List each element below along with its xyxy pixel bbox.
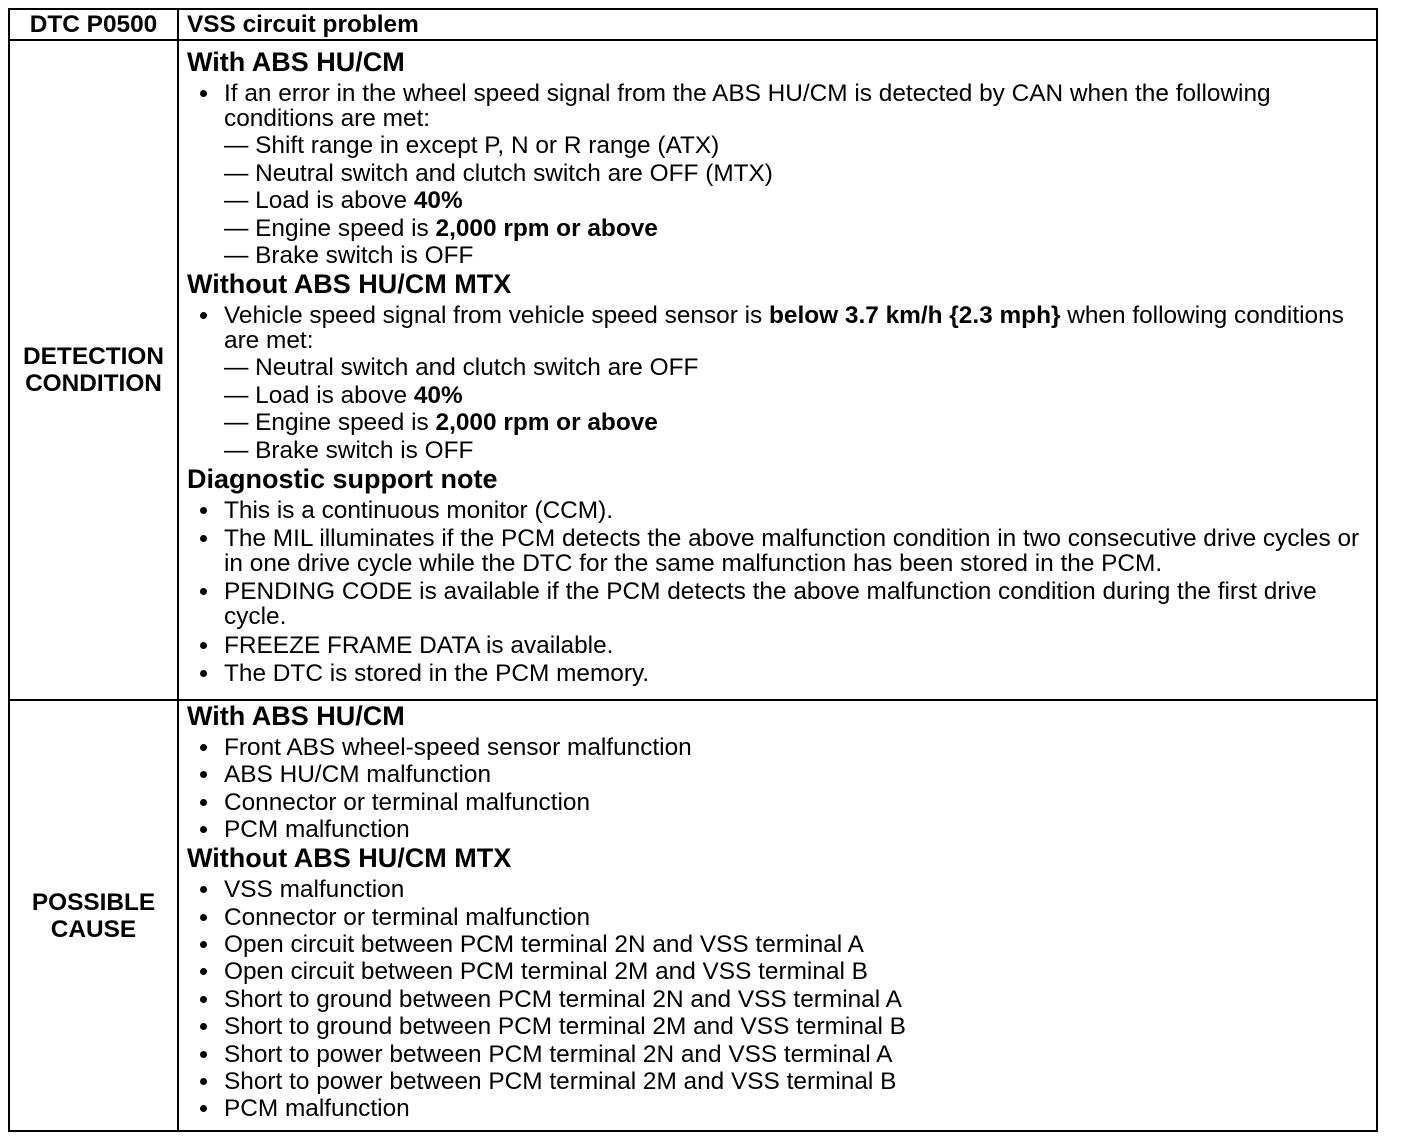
dtc-title: VSS circuit problem <box>187 11 419 38</box>
condition-line <box>224 355 1376 380</box>
condition-text: — Neutral switch and clutch switch are OFF (MTX) <box>224 159 773 187</box>
detection-condition-label-cell <box>10 41 179 701</box>
condition-line <box>224 161 1376 186</box>
item-text-line: PCM malfunction <box>224 816 410 844</box>
bullet-icon <box>200 968 207 975</box>
condition-text: — Load is above <box>224 187 414 215</box>
condition-line <box>224 383 1376 408</box>
section-heading-without-abs: Without ABS HU/CM MTX <box>187 268 512 299</box>
bullet-icon <box>200 312 207 319</box>
bullet-icon <box>200 886 207 893</box>
list-item <box>187 905 1376 930</box>
bullet-icon <box>200 996 207 1003</box>
condition-value: 2,000 rpm or above <box>435 214 658 242</box>
dtc-code-cell <box>10 10 179 41</box>
list-item <box>187 1014 1376 1039</box>
item-text-line: VSS malfunction <box>224 876 405 904</box>
speed-threshold: below 3.7 km/h {2.3 mph} <box>769 301 1061 329</box>
condition-text: — Load is above <box>224 381 414 409</box>
list-item <box>187 661 1376 686</box>
list-item <box>187 81 1376 268</box>
item-text-line: Short to power between PCM terminal 2M and VSS terminal B <box>224 1067 897 1095</box>
item-text-line: The MIL illuminates if the PCM detects the above malfunction condition in two consecutive drive cycles or <box>224 524 1360 552</box>
condition-line <box>224 216 1376 241</box>
list-item <box>187 579 1376 629</box>
list-item <box>187 498 1376 523</box>
item-text-line: PENDING CODE is available if the PCM detects the above malfunction condition during the first drive <box>224 578 1317 606</box>
item-text-line: conditions are met: <box>224 105 431 132</box>
section-heading-with-abs: With ABS HU/CM <box>187 701 405 731</box>
item-text-line: are met: <box>224 326 314 354</box>
bullet-icon <box>200 1105 207 1112</box>
condition-text: — Neutral switch and clutch switch are OFF <box>224 354 699 382</box>
dtc-code: DTC P0500 <box>29 11 158 38</box>
list-item <box>187 932 1376 957</box>
bullet-icon <box>200 826 207 833</box>
condition-value: 40% <box>413 381 463 409</box>
list-item <box>187 303 1376 463</box>
item-text-line <box>224 303 1376 328</box>
dtc-title-cell <box>179 10 1376 41</box>
item-text: when following conditions <box>1060 301 1344 329</box>
condition-value: 40% <box>413 187 463 215</box>
detection-condition-label: DETECTION CONDITION <box>23 343 164 397</box>
possible-cause-label: POSSIBLE CAUSE <box>31 888 156 943</box>
bullet-icon <box>200 1051 207 1058</box>
condition-text: — Engine speed is <box>224 214 436 242</box>
condition-text: — Brake switch is OFF <box>224 241 474 269</box>
list-item <box>187 790 1376 815</box>
list-item <box>187 526 1376 576</box>
item-text-line: Short to ground between PCM terminal 2N and VSS terminal A <box>224 985 902 1013</box>
item-text-line: The DTC is stored in the PCM memory. <box>224 660 650 688</box>
bullet-icon <box>200 771 207 778</box>
list-item <box>187 1096 1376 1121</box>
item-text-line: Connector or terminal malfunction <box>224 903 591 931</box>
bullet-icon <box>200 744 207 751</box>
list-item <box>187 735 1376 760</box>
section-heading-without-abs: Without ABS HU/CM MTX <box>187 843 512 874</box>
bullet-icon <box>200 588 207 595</box>
item-text-line: cycle. <box>224 603 287 631</box>
condition-text: — Shift range in except P, N or R range (ATX) <box>224 132 720 160</box>
item-text-line: Short to power between PCM terminal 2N and VSS terminal A <box>224 1040 893 1068</box>
bullet-list <box>187 498 1376 687</box>
section-heading-diagnostic-note: Diagnostic support note <box>187 463 498 494</box>
condition-line <box>224 410 1376 435</box>
list-item <box>187 1069 1376 1094</box>
bullet-list <box>187 303 1376 463</box>
bullet-list <box>187 735 1376 842</box>
list-item <box>187 633 1376 658</box>
bullet-icon <box>200 914 207 921</box>
condition-line <box>224 243 1376 268</box>
item-text-line: If an error in the wheel speed signal from the ABS HU/CM is detected by CAN when the following <box>224 80 1271 107</box>
item-text-line: Open circuit between PCM terminal 2M and VSS terminal B <box>224 958 868 986</box>
list-item <box>187 1042 1376 1067</box>
condition-value: 2,000 rpm or above <box>435 409 658 437</box>
bullet-icon <box>200 507 207 514</box>
item-text-line: PCM malfunction <box>224 1095 410 1123</box>
detection-condition-content <box>179 41 1376 701</box>
item-text-line: Open circuit between PCM terminal 2N and VSS terminal A <box>224 930 864 958</box>
item-text-line: This is a continuous monitor (CCM). <box>224 496 614 524</box>
item-text: Vehicle speed signal from vehicle speed sensor is <box>224 301 770 329</box>
condition-line <box>224 438 1376 463</box>
possible-cause-label-cell <box>10 701 179 1130</box>
list-item <box>187 817 1376 842</box>
item-text-line: ABS HU/CM malfunction <box>224 761 492 789</box>
bullet-icon <box>200 1078 207 1085</box>
item-text-line: in one drive cycle while the DTC for the same malfunction has been stored in the PCM. <box>224 549 1163 577</box>
condition-line <box>224 188 1376 213</box>
section-heading-with-abs: With ABS HU/CM <box>187 47 405 77</box>
condition-text: — Brake switch is OFF <box>224 436 474 464</box>
bullet-list <box>187 81 1376 268</box>
bullet-icon <box>200 642 207 649</box>
item-text-line: Short to ground between PCM terminal 2M and VSS terminal B <box>224 1013 906 1041</box>
list-item <box>187 987 1376 1012</box>
possible-cause-content <box>179 701 1376 1130</box>
bullet-icon <box>200 90 207 97</box>
bullet-icon <box>200 941 207 948</box>
bullet-icon <box>200 799 207 806</box>
condition-line <box>224 133 1376 158</box>
bullet-list <box>187 877 1376 1121</box>
item-text-line: FREEZE FRAME DATA is available. <box>224 631 614 659</box>
bullet-icon <box>200 535 207 542</box>
list-item <box>187 959 1376 984</box>
item-text-line: Connector or terminal malfunction <box>224 788 591 816</box>
condition-text: — Engine speed is <box>224 409 436 437</box>
list-item <box>187 877 1376 902</box>
dtc-table <box>8 8 1378 1132</box>
item-text-line: Front ABS wheel-speed sensor malfunction <box>224 734 692 761</box>
bullet-icon <box>200 1023 207 1030</box>
list-item <box>187 762 1376 787</box>
bullet-icon <box>200 670 207 677</box>
